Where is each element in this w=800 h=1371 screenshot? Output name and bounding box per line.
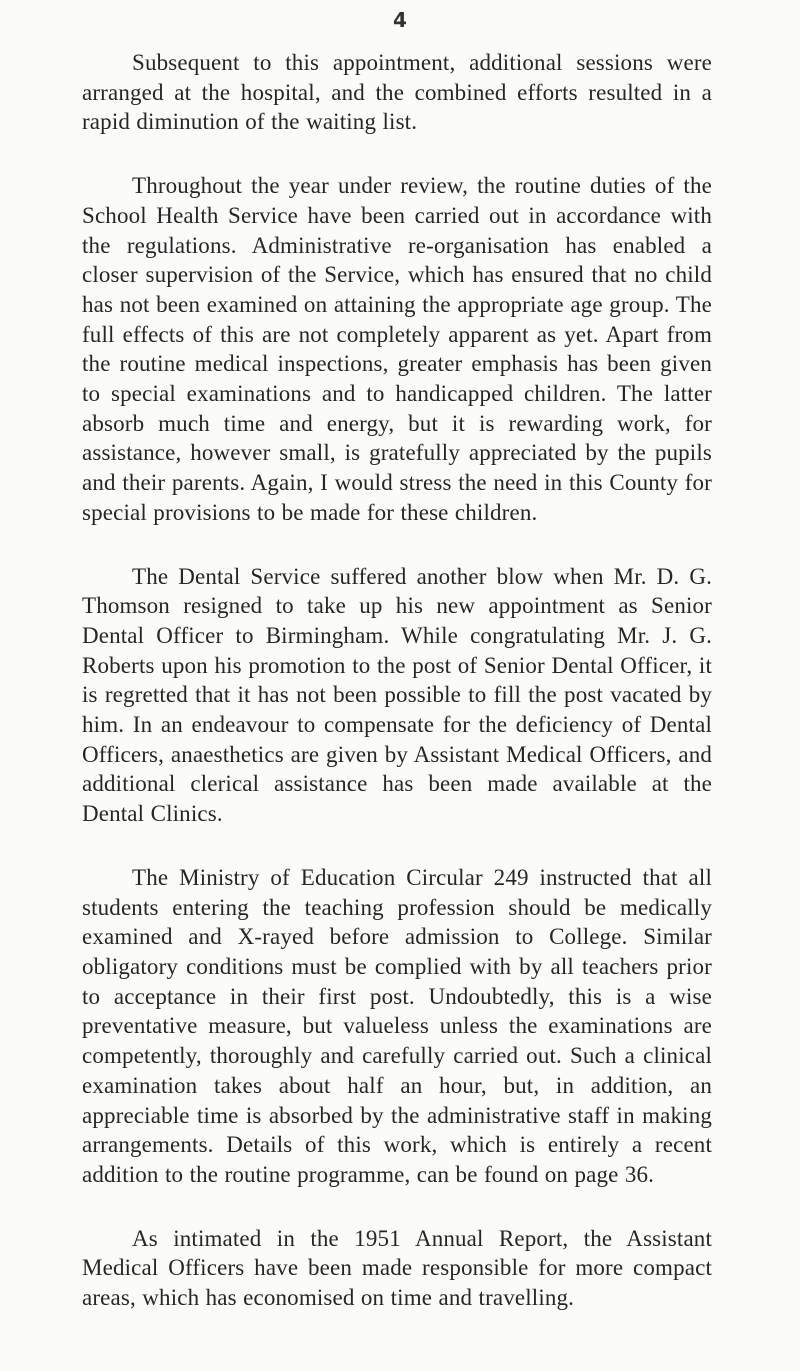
document-body bbox=[82, 48, 712, 1313]
paragraph-ministry-circular: The Ministry of Education Circular 249 instructed that all students entering the teaching profession should be medically examined and X-rayed before admission to College. Similar obligatory conditions must be complied with by all teachers prior to acceptance in their first post. Undoubtedly, this is a wise preventative measure, but valueless unless the examinations are competently, thoroughly and carefully carried out. Such a clinical examination takes about half an hour, but, in addition, an appreciable time is absorbed by the administrative staff in making arrangements. Details of this work, which is entirely a recent addition to the routine programme, can be found on page 36. bbox=[82, 864, 712, 1187]
paragraph-dental-service: The Dental Service suffered another blow when Mr. D. G. Thomson resigned to take up his new appointment as Senior Dental Officer to Birmingham. While congratulating Mr. J. G. Roberts upon his promotion to the post of Senior Dental Officer, it is regretted that it has not been possible to fill the post vacated by him. In an endeavour to compensate for the deficiency of Dental Officers, anaesthetics are given by Assistant Medical Officers, and additional clerical assistance has been made available at the Dental Clinics. bbox=[82, 563, 712, 827]
paragraph-assistant-medical-officers: As intimated in the 1951 Annual Report, the Assistant Medical Officers have been made responsible for more compact areas, which has economised on time and travelling. bbox=[82, 1225, 712, 1311]
paragraph-waiting-list: Subsequent to this appointment, additional sessions were arranged at the hospital, and the combined efforts resulted in a rapid diminution of the waiting list. bbox=[82, 50, 712, 135]
page-mark: 4 bbox=[393, 8, 407, 32]
paragraph-school-health-service: Throughout the year under review, the routine duties of the School Health Service have been carried out in accordance with the regulations. Administrative re-organisation has enabled a closer supervision of the Service, which has ensured that no child has not been examined on attaining the appropriate age group. The full effects of this are not completely apparent as yet. Apart from the routine medical inspections, greater emphasis has been given to special examinations and to handicapped children. The latter absorb much time and energy, but it is rewarding work, for assistance, however small, is gratefully appreciated by the pupils and their parents. Again, I would stress the need in this County for special provisions to be made for these children. bbox=[82, 173, 712, 525]
